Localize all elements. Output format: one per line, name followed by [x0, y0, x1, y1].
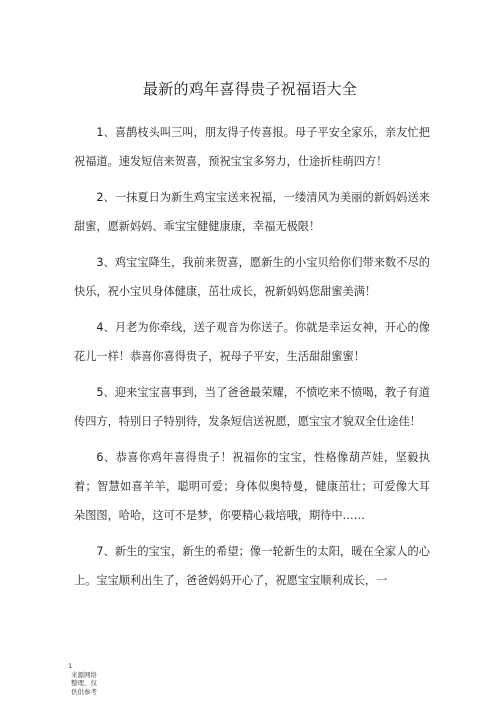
paragraph-6: 6、恭喜你鸡年喜得贵子！祝福你的宝宝，性格像葫芦娃，坚毅执着；智慧如喜羊羊，聪明可爱；身体似奥特曼，健康茁壮；可爱像大耳朵图图，哈哈，这可不是梦，你要精心栽培哦，期待中……: [74, 450, 430, 522]
document-body: [74, 118, 430, 602]
paragraph-5: 5、迎来宝宝喜事到，当了爸爸最荣耀，不愤吃来不愤喝，教子有道传四方，特别日子特别待，发条短信送祝愿，愿宝宝才貌双全仕途佳！: [74, 385, 430, 428]
page-footer: [68, 662, 101, 696]
paragraph-4: 4、月老为你牵线，送子观音为你送子。你就是幸运女神，开心的像花儿一样！恭喜你喜得贵子，祝母子平安，生活甜甜蜜蜜！: [74, 320, 430, 363]
page-number: 1: [68, 662, 73, 670]
paragraph-1: 1、喜鹊枝头叫三叫，朋友得子传喜报。母子平安全家乐，亲友忙把祝福道。速发短信来贺喜，预祝宝宝多努力，仕途折桂萌四方！: [74, 126, 430, 169]
source-note: 来源网络整理，仅供供参考: [71, 670, 97, 696]
paragraph-2: 2、一抹夏日为新生鸡宝宝送来祝福，一缕清风为美丽的新妈妈送来甜蜜，愿新妈妈、乖宝宝健健康康，幸福无极限！: [74, 190, 430, 234]
document-title: 最新的鸡年喜得贵子祝福语大全: [142, 80, 358, 98]
paragraph-7: 7、新生的宝宝，新生的希望；像一轮新生的太阳，暖在全家人的心上。宝宝顺利出生了，爸爸妈妈开心了，祝愿宝宝顺利成长，一: [74, 544, 430, 587]
paragraph-3: 3、鸡宝宝降生，我前来贺喜，愿新生的小宝贝给你们带来数不尽的快乐，祝小宝贝身体健康，茁壮成长，祝新妈妈您甜蜜美满！: [74, 255, 430, 299]
